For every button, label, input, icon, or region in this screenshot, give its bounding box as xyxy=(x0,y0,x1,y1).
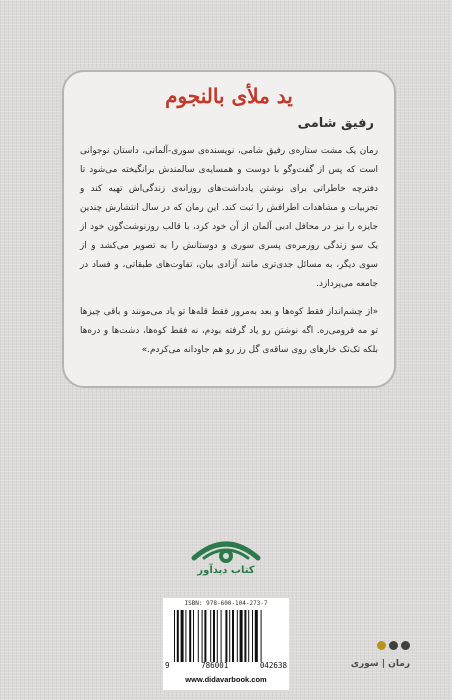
barcode-bar xyxy=(240,610,243,662)
barcode-bar xyxy=(193,610,194,662)
isbn-text: ISBN: 978-600-104-273-7 xyxy=(184,600,268,607)
genre-dot-1 xyxy=(377,641,386,650)
barcode-bar xyxy=(177,610,179,662)
barcode-bar xyxy=(198,610,199,662)
book-description: رمان یک مشت ستاره‌ی رفیق شامی، نویسنده‌ی سوری-آلمانی، داستان نوجوانی است که پس از گفت‌وگو با دوست و همسایه‌ی سالمندش برانگیخته می‌شود تا دفترچه خاطراتی برای نوشتن یادداشت‌های روزانه‌ی زندگی‌اش تهیه کند و تجربیات و مشاهدات اطرافش را ثبت کند. این رمان که در سال انتشارش چندین جایزه را نیز در محافل ادبی آلمان از آن خود کرد، با قالب روزنوشت‌گون خود از یک سو زندگی روزمره‌ی پسری سوری و دوستانش را به تصویر می‌کشد و از سوی دیگر، به مسائل جدی‌تری مانند آزادی بیان، تفاوت‌های طبقاتی، و فساد در جامعه می‌پردازد. xyxy=(80,146,378,289)
barcode-bar xyxy=(181,610,184,662)
barcode-icon xyxy=(173,610,281,662)
barcode-bar xyxy=(204,610,206,662)
barcode-digit-lead: 9 xyxy=(165,661,170,670)
barcode-bar xyxy=(237,610,238,662)
barcode-digits xyxy=(165,661,287,670)
genre-dots xyxy=(377,641,410,650)
barcode-bar xyxy=(225,610,227,662)
genre-label: رمان | سوری xyxy=(350,659,410,669)
barcode-bar xyxy=(213,610,215,662)
book-author: رفیق شامی xyxy=(297,116,374,131)
barcode-bar xyxy=(174,610,175,662)
description-panel xyxy=(62,70,396,388)
barcode-bar xyxy=(232,610,234,662)
barcode-bar xyxy=(248,610,249,662)
genre-dot-3 xyxy=(401,641,410,650)
genre-dot-2 xyxy=(389,641,398,650)
barcode-bar xyxy=(217,610,218,662)
barcode-bar xyxy=(189,610,191,662)
barcode-bar xyxy=(229,610,230,662)
publisher-name: کتاب دیدآور xyxy=(197,565,255,576)
barcode-digit-group-1: 786001 xyxy=(201,661,229,670)
barcode-bar xyxy=(244,610,246,662)
barcode-bar xyxy=(185,610,186,662)
book-quote: «از چشم‌انداز فقط کوه‌ها و بعد به‌مرور فقط قله‌ها تو یاد می‌مونند و باقی چیزها تو مه فرومی‌ره. اگه نوشتن رو یاد گرفته بودم، نه فقط کوه‌ها، دشت‌ها و دره‌ها بلکه تک‌تک خارهای روی ساقه‌ی گل رز رو هم جاودانه می‌کردم.» xyxy=(80,307,378,355)
barcode-digit-group-2: 042638 xyxy=(259,661,287,670)
barcode-bar xyxy=(210,610,211,662)
barcode-panel xyxy=(163,598,289,690)
barcode-bar xyxy=(261,610,262,662)
barcode-bar xyxy=(252,610,253,662)
book-title: ید ملأی بالنجوم xyxy=(165,84,293,108)
barcode-bar xyxy=(202,610,203,662)
publisher-website: www.didavarbook.com xyxy=(185,675,267,684)
barcode-bar xyxy=(221,610,222,662)
barcode-bar xyxy=(255,610,258,662)
